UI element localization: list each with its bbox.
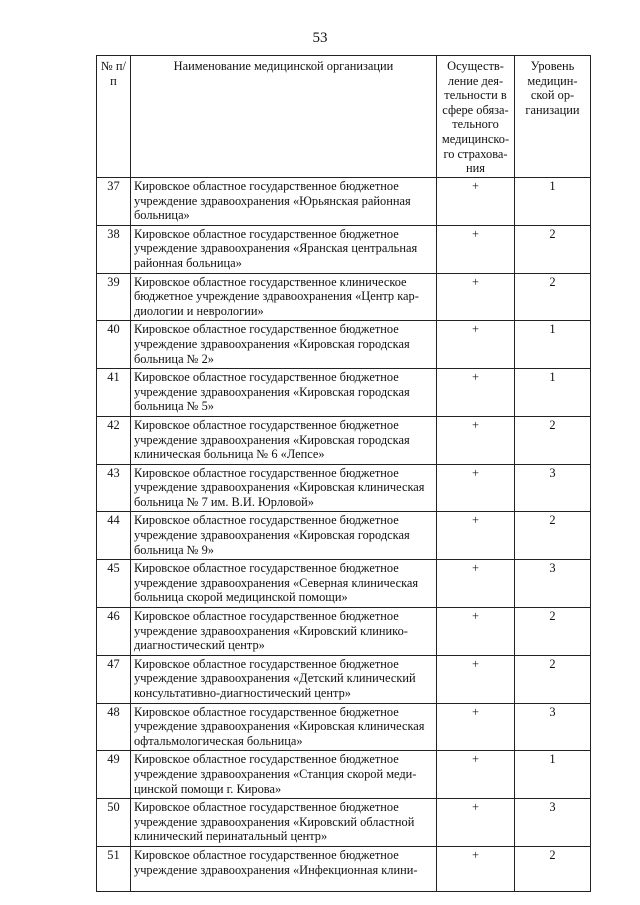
row-number: 46	[97, 608, 131, 656]
organization-name: Кировское областное государственное бюджетное учреждение здравоохранения «Кировская клиническая офтальмологическая больница»	[131, 703, 437, 751]
organization-name: Кировское областное государственное бюджетное учреждение здравоохранения «Кировский областной клинический перинатальный центр»	[131, 799, 437, 847]
oms-mark: +	[437, 225, 515, 273]
organization-level: 2	[515, 846, 591, 891]
organization-level: 3	[515, 703, 591, 751]
table-row	[97, 799, 591, 847]
organization-name: Кировское областное государственное бюджетное учреждение здравоохранения «Кировская клиническая больница № 7 им. В.И. Юрловой»	[131, 464, 437, 512]
table-row	[97, 273, 591, 321]
organization-level: 3	[515, 799, 591, 847]
row-number: 45	[97, 560, 131, 608]
organization-name: Кировское областное государственное бюджетное учреждение здравоохранения «Станция скорой меди-цинской помощи г. Кирова»	[131, 751, 437, 799]
oms-mark: +	[437, 608, 515, 656]
organization-level: 2	[515, 416, 591, 464]
table-row	[97, 225, 591, 273]
header-organization-name: Наименование медицинской организации	[131, 56, 437, 178]
organization-level: 2	[515, 273, 591, 321]
header-organization-level: Уровень медицин-ской ор-ганизации	[515, 56, 591, 178]
row-number: 50	[97, 799, 131, 847]
row-number: 40	[97, 321, 131, 369]
organization-name: Кировское областное государственное бюджетное учреждение здравоохранения «Юрьянская районная больница»	[131, 178, 437, 226]
table-row	[97, 560, 591, 608]
oms-mark: +	[437, 273, 515, 321]
header-number: № п/п	[97, 56, 131, 178]
table-row	[97, 178, 591, 226]
row-number: 48	[97, 703, 131, 751]
organization-name: Кировское областное государственное бюджетное учреждение здравоохранения «Северная клиническая больница скорой медицинской помощи»	[131, 560, 437, 608]
organization-name: Кировское областное государственное бюджетное учреждение здравоохранения «Инфекционная клини-	[131, 846, 437, 891]
page-number: 53	[312, 30, 328, 46]
organization-level: 1	[515, 369, 591, 417]
organization-name: Кировское областное государственное бюджетное учреждение здравоохранения «Кировская городская больница № 9»	[131, 512, 437, 560]
organization-level: 2	[515, 608, 591, 656]
oms-mark: +	[437, 703, 515, 751]
organization-name: Кировское областное государственное бюджетное учреждение здравоохранения «Яранская центральная районная больница»	[131, 225, 437, 273]
table-row	[97, 608, 591, 656]
organization-level: 1	[515, 751, 591, 799]
table-row	[97, 703, 591, 751]
oms-mark: +	[437, 369, 515, 417]
table-row	[97, 512, 591, 560]
row-number: 42	[97, 416, 131, 464]
organization-level: 1	[515, 178, 591, 226]
oms-mark: +	[437, 178, 515, 226]
oms-mark: +	[437, 799, 515, 847]
table-row	[97, 416, 591, 464]
organization-level: 3	[515, 464, 591, 512]
row-number: 49	[97, 751, 131, 799]
organization-name: Кировское областное государственное бюджетное учреждение здравоохранения «Кировская городская клиническая больница № 6 «Лепсе»	[131, 416, 437, 464]
oms-mark: +	[437, 655, 515, 703]
row-number: 43	[97, 464, 131, 512]
table-header-row	[97, 56, 591, 178]
organization-name: Кировское областное государственное бюджетное учреждение здравоохранения «Кировская городская больница № 5»	[131, 369, 437, 417]
oms-mark: +	[437, 464, 515, 512]
table-row	[97, 655, 591, 703]
organization-level: 2	[515, 225, 591, 273]
oms-mark: +	[437, 512, 515, 560]
organization-name: Кировское областное государственное бюджетное учреждение здравоохранения «Кировская городская больница № 2»	[131, 321, 437, 369]
row-number: 51	[97, 846, 131, 891]
organization-level: 3	[515, 560, 591, 608]
organization-name: Кировское областное государственное бюджетное учреждение здравоохранения «Кировский клинико-диагностический центр»	[131, 608, 437, 656]
row-number: 38	[97, 225, 131, 273]
table-row	[97, 751, 591, 799]
row-number: 44	[97, 512, 131, 560]
medical-organizations-table	[96, 55, 591, 892]
oms-mark: +	[437, 751, 515, 799]
organization-level: 2	[515, 512, 591, 560]
organization-name: Кировское областное государственное бюджетное учреждение здравоохранения «Детский клинический консультативно-диагностический центр»	[131, 655, 437, 703]
header-oms-activity: Осуществ-ление дея-тельности в сфере обяза-тельного медицинско-го страхова-ния	[437, 56, 515, 178]
row-number: 37	[97, 178, 131, 226]
organization-level: 2	[515, 655, 591, 703]
organization-level: 1	[515, 321, 591, 369]
table-row	[97, 846, 591, 891]
oms-mark: +	[437, 321, 515, 369]
table-body	[97, 178, 591, 892]
table-row	[97, 321, 591, 369]
oms-mark: +	[437, 560, 515, 608]
oms-mark: +	[437, 416, 515, 464]
row-number: 47	[97, 655, 131, 703]
row-number: 39	[97, 273, 131, 321]
organization-name: Кировское областное государственное клиническое бюджетное учреждение здравоохранения «Центр кар-диологии и неврологии»	[131, 273, 437, 321]
row-number: 41	[97, 369, 131, 417]
oms-mark: +	[437, 846, 515, 891]
table-row	[97, 464, 591, 512]
table-row	[97, 369, 591, 417]
